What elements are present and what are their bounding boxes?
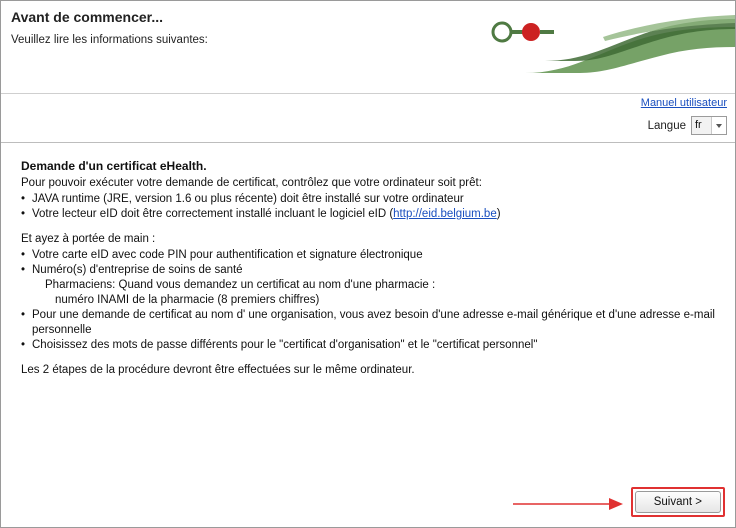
bullet2-text-post: ) bbox=[496, 208, 501, 220]
manual-link[interactable]: Manuel utilisateur bbox=[640, 97, 727, 109]
list-item: • Votre carte eID avec code PIN pour authentification et signature électronique bbox=[21, 248, 721, 263]
sub-list-item: numéro INAMI de la pharmacie (8 premiers chiffres) bbox=[55, 294, 320, 306]
page-subtitle: Veuillez lire les informations suivantes: bbox=[11, 34, 208, 46]
svg-text:Health: Health bbox=[557, 25, 595, 40]
footer bbox=[1, 481, 735, 527]
language-label: Langue bbox=[647, 119, 686, 132]
language-select[interactable] bbox=[691, 116, 727, 135]
content-intro: Pour pouvoir exécuter votre demande de certificat, contrôlez que votre ordinateur soit prêt: bbox=[21, 177, 482, 189]
content-title: Demande d'un certificat eHealth. bbox=[21, 159, 207, 173]
content-section2: Et ayez à portée de main : bbox=[21, 233, 156, 245]
list-item bbox=[21, 207, 721, 222]
list-item: • Choisissez des mots de passe différents pour le "certificat d'organisation" et le "certificat personnel" bbox=[21, 338, 721, 353]
bullet2-text-pre: Votre lecteur eID doit être correctement installé incluant le logiciel eID ( bbox=[32, 208, 394, 220]
list-item: • JAVA runtime (JRE, version 1.6 ou plus récente) doit être installé sur votre ordinateur bbox=[21, 192, 721, 207]
list-item: • Pour une demande de certificat au nom d' une organisation, vous avez besoin d'une adresse e-mail générique et d'une adresse e-mail personnelle bbox=[21, 308, 721, 338]
sub-list-item: Pharmaciens: Quand vous demandez un certificat au nom d'une pharmacie : bbox=[45, 279, 436, 291]
content-closing: Les 2 étapes de la procédure devront être effectuées sur le même ordinateur. bbox=[21, 364, 415, 376]
header bbox=[1, 1, 735, 94]
sub-bar bbox=[1, 94, 735, 143]
language-selector-row bbox=[648, 116, 727, 135]
content-area bbox=[1, 143, 735, 481]
next-button-highlight bbox=[631, 487, 725, 517]
eid-belgium-link[interactable]: http://eid.belgium.be bbox=[393, 208, 497, 220]
ehealth-logo bbox=[485, 1, 735, 93]
list-item: • Numéro(s) d'entreprise de soins de santé bbox=[21, 263, 721, 278]
pointer-arrow-annotation bbox=[513, 497, 623, 511]
page-title: Avant de commencer... bbox=[11, 9, 163, 25]
language-select-value: fr bbox=[692, 117, 711, 134]
chevron-down-icon bbox=[711, 117, 726, 134]
next-button[interactable]: Suivant > bbox=[635, 491, 721, 513]
